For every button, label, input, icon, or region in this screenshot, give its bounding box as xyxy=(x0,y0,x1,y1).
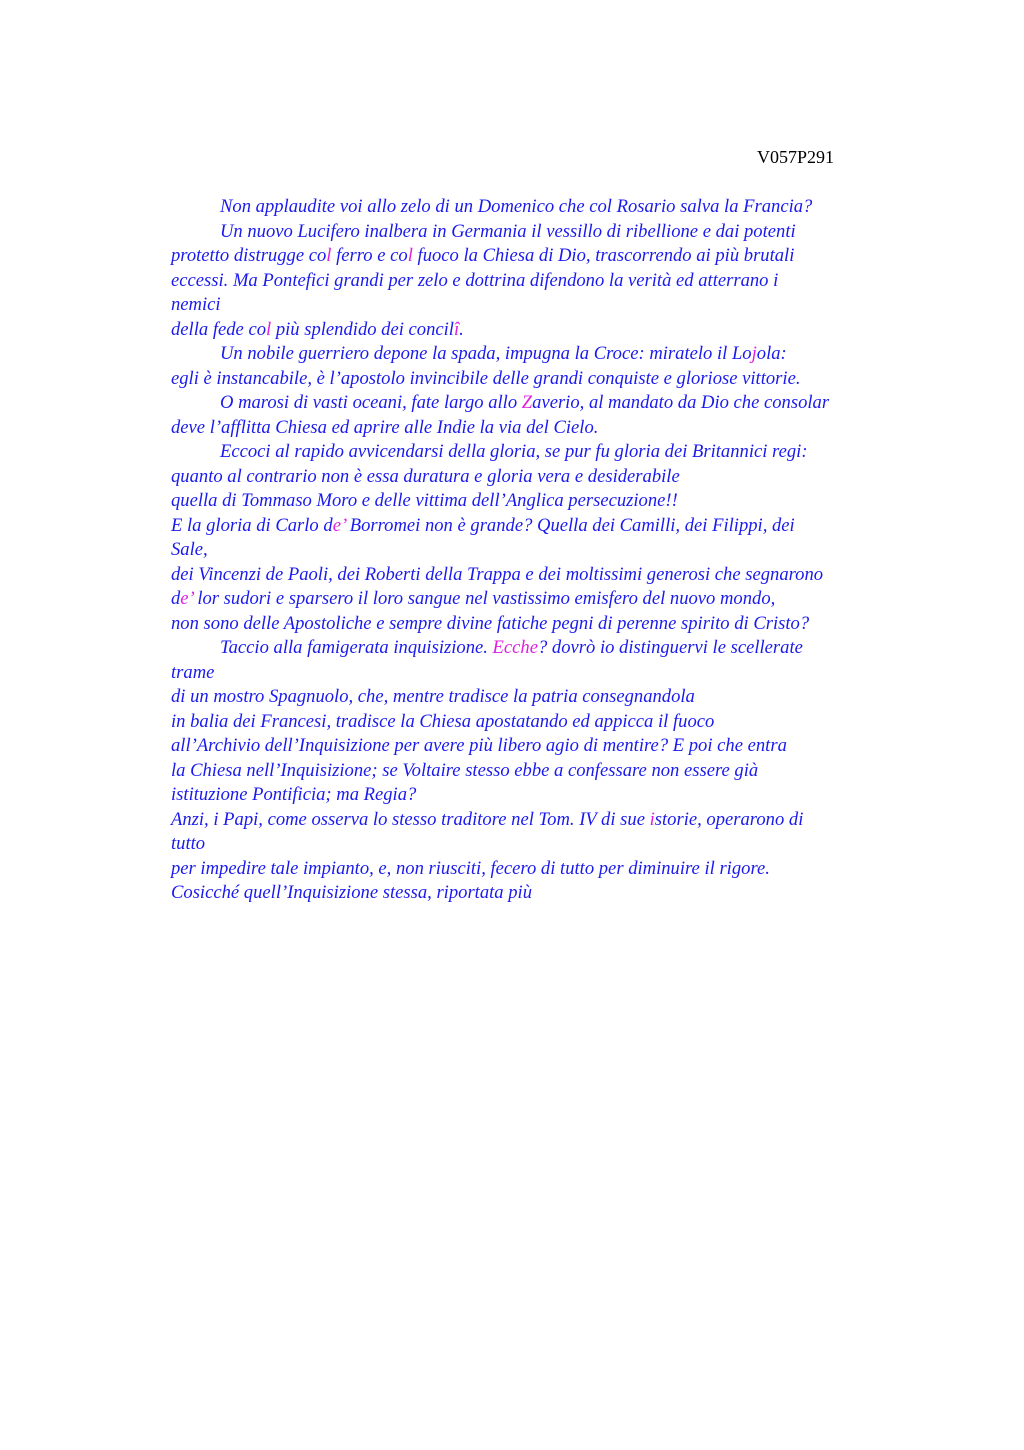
text-segment: Non applaudite voi allo zelo di un Domenico che col Rosario salva la Francia? xyxy=(220,196,813,217)
text-segment: la Chiesa nell’Inquisizione; se Voltaire stesso ebbe a confessare non essere già xyxy=(171,759,759,781)
text-segment: tutto xyxy=(171,833,206,854)
text-segment: della fede co xyxy=(171,318,266,340)
text-line xyxy=(220,637,803,659)
text-segment: eccessi. Ma Pontefici grandi per zelo e dottrina difendono la verità ed atterrano i xyxy=(171,269,779,291)
text-segment: Cosicché quell’Inquisizione stessa, riportata più xyxy=(171,882,533,903)
text-line xyxy=(171,466,680,488)
text-segment: per impedire tale impianto, e, non riusciti, fecero di tutto per diminuire il rigore. xyxy=(171,857,770,879)
highlighted-text: î xyxy=(453,318,460,340)
text-segment: Un nuovo Lucifero inalbera in Germania il vessillo di ribellione e dai potenti xyxy=(220,220,796,242)
text-line xyxy=(171,490,678,512)
text-line xyxy=(171,294,221,316)
text-line xyxy=(171,809,803,831)
text-segment: O marosi di vasti oceani, fate largo allo xyxy=(220,392,522,413)
text-segment: protetto distrugge co xyxy=(171,245,327,266)
text-segment: quanto al contrario non è essa duratura e gloria vera e desiderabile xyxy=(171,465,680,487)
text-line xyxy=(171,711,714,733)
text-segment: dei Vincenzi de Paoli, dei Roberti della Trappa e dei moltissimi generosi che segnarono xyxy=(171,563,824,585)
highlighted-text: j xyxy=(751,343,757,364)
text-segment: deve l’afflitta Chiesa ed aprire alle Indie la via del Cielo. xyxy=(171,416,599,438)
page-identifier: V057P291 xyxy=(757,147,835,167)
text-segment: ? dovrò io distinguervi le scellerate xyxy=(537,637,803,658)
text-segment: lor sudori e sparsero il loro sangue nel vastissimo emisfero del nuovo mondo, xyxy=(192,588,776,609)
text-segment: Eccoci al rapido avvicendarsi della gloria, se pur fu gloria dei Britannici regi: xyxy=(220,441,808,462)
text-line xyxy=(171,319,464,341)
text-line xyxy=(171,784,416,806)
text-segment: Un nobile guerriero depone la spada, impugna la Croce: miratelo il Lo xyxy=(220,343,752,364)
text-line xyxy=(171,539,208,561)
highlighted-text: l xyxy=(266,318,272,340)
text-line xyxy=(220,392,829,414)
text-line xyxy=(171,833,205,855)
text-segment: trame xyxy=(171,661,215,683)
text-line xyxy=(171,882,532,904)
highlighted-text: l xyxy=(407,245,413,266)
text-segment: più splendido dei concil xyxy=(271,318,454,340)
text-segment: E la gloria di Carlo d xyxy=(171,514,333,536)
text-segment: quella di Tommaso Moro e delle vittima dell’Anglica persecuzione!! xyxy=(171,490,678,511)
highlighted-text: l xyxy=(326,245,332,266)
text-segment: Borromei non è grande? Quella dei Camilli, dei Filippi, dei xyxy=(345,514,795,536)
text-line xyxy=(220,441,808,463)
text-line xyxy=(171,564,823,586)
text-segment: egli è instancabile, è l’apostolo invincibile delle grandi conquiste e gloriose vittorie. xyxy=(171,367,801,389)
text-line xyxy=(171,686,695,708)
text-line xyxy=(171,858,770,880)
text-segment: di un mostro Spagnuolo, che, mentre tradisce la patria consegnandola xyxy=(171,686,695,707)
text-segment: istituzione Pontificia; ma Regia? xyxy=(171,784,417,805)
text-segment: Taccio alla famigerata inquisizione. xyxy=(220,637,493,658)
text-line xyxy=(220,221,796,243)
text-line xyxy=(171,735,787,757)
text-segment: non sono delle Apostoliche e sempre divine fatiche pegni di perenne spirito di Cristo? xyxy=(171,612,810,634)
text-line xyxy=(171,613,809,635)
text-line xyxy=(220,343,787,365)
text-segment: storie, operarono di xyxy=(654,808,804,830)
text-line xyxy=(171,515,795,537)
text-segment: Anzi, i Papi, come osserva lo stesso traditore nel Tom. IV di sue xyxy=(171,808,650,830)
text-segment: fuoco la Chiesa di Dio, trascorrendo ai più brutali xyxy=(412,245,795,266)
text-line xyxy=(220,196,812,218)
highlighted-text: e’ xyxy=(332,514,346,536)
text-segment: d xyxy=(171,588,181,609)
text-line xyxy=(171,368,800,390)
text-line xyxy=(171,662,214,684)
text-segment: averio, al mandato da Dio che consolar xyxy=(532,392,830,413)
highlighted-text: Ecche xyxy=(492,637,538,658)
text-segment: Sale, xyxy=(171,539,208,560)
text-line xyxy=(171,760,758,782)
text-segment: in balia dei Francesi, tradisce la Chiesa apostatando ed appicca il fuoco xyxy=(171,710,715,732)
highlighted-text: i xyxy=(649,808,655,830)
text-line xyxy=(171,417,598,439)
text-line xyxy=(171,588,775,610)
text-segment: . xyxy=(459,318,464,340)
highlighted-text: Z xyxy=(521,392,533,413)
highlighted-text: e’ xyxy=(180,588,193,609)
text-segment: nemici xyxy=(171,294,221,315)
text-segment: ferro e co xyxy=(331,245,408,266)
text-line xyxy=(171,245,794,267)
text-segment: all’Archivio dell’Inquisizione per avere più libero agio di mentire? E poi che entra xyxy=(171,735,787,756)
text-line xyxy=(171,270,778,292)
text-segment: ola: xyxy=(756,343,787,364)
